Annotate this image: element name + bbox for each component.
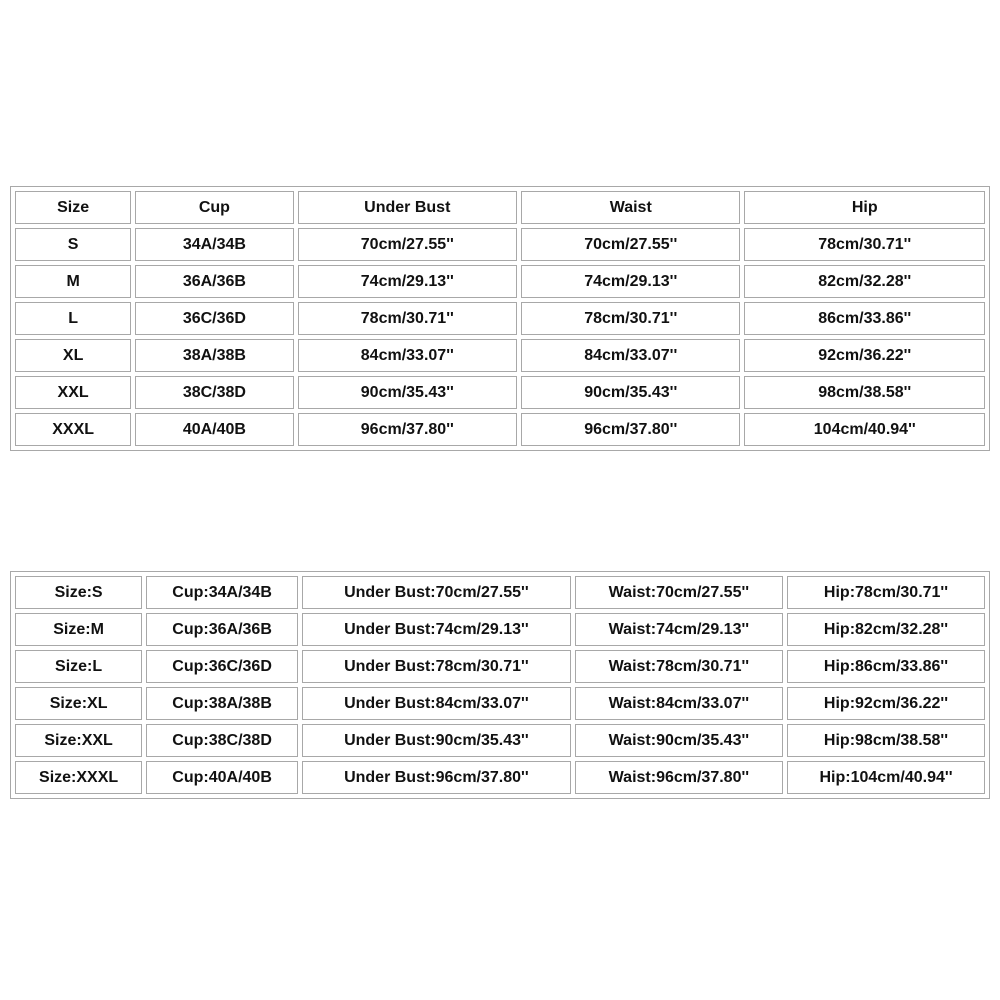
table-header-row xyxy=(15,191,985,224)
cell-size: Size:M xyxy=(15,613,142,646)
cell-hip: Hip:86cm/33.86'' xyxy=(787,650,985,683)
cell-hip: 86cm/33.86'' xyxy=(744,302,985,335)
cell-cup: 36A/36B xyxy=(135,265,293,298)
table-row xyxy=(15,339,985,372)
cell-hip: 98cm/38.58'' xyxy=(744,376,985,409)
cell-cup: Cup:38C/38D xyxy=(146,724,298,757)
cell-cup: Cup:34A/34B xyxy=(146,576,298,609)
cell-cup: 40A/40B xyxy=(135,413,293,446)
cell-size: M xyxy=(15,265,131,298)
cell-waist: Waist:90cm/35.43'' xyxy=(575,724,783,757)
cell-waist: 70cm/27.55'' xyxy=(521,228,740,261)
cell-waist: Waist:78cm/30.71'' xyxy=(575,650,783,683)
cell-under-bust: Under Bust:84cm/33.07'' xyxy=(302,687,571,720)
cell-under-bust: Under Bust:74cm/29.13'' xyxy=(302,613,571,646)
table-row xyxy=(15,413,985,446)
table-row xyxy=(15,228,985,261)
table-row xyxy=(15,650,985,683)
table-row xyxy=(15,724,985,757)
table-row xyxy=(15,302,985,335)
cell-under-bust: Under Bust:78cm/30.71'' xyxy=(302,650,571,683)
cell-waist: Waist:96cm/37.80'' xyxy=(575,761,783,794)
cell-size: L xyxy=(15,302,131,335)
cell-size: Size:XXXL xyxy=(15,761,142,794)
cell-size: XL xyxy=(15,339,131,372)
cell-cup: 34A/34B xyxy=(135,228,293,261)
cell-hip: 78cm/30.71'' xyxy=(744,228,985,261)
cell-cup: Cup:40A/40B xyxy=(146,761,298,794)
cell-under-bust: 84cm/33.07'' xyxy=(298,339,517,372)
cell-size: Size:S xyxy=(15,576,142,609)
cell-size: XXL xyxy=(15,376,131,409)
table-row xyxy=(15,376,985,409)
cell-cup: 36C/36D xyxy=(135,302,293,335)
table-row xyxy=(15,576,985,609)
cell-size: S xyxy=(15,228,131,261)
cell-under-bust: Under Bust:90cm/35.43'' xyxy=(302,724,571,757)
cell-waist: 74cm/29.13'' xyxy=(521,265,740,298)
cell-waist: Waist:84cm/33.07'' xyxy=(575,687,783,720)
cell-size: Size:XL xyxy=(15,687,142,720)
cell-hip: Hip:78cm/30.71'' xyxy=(787,576,985,609)
cell-waist: Waist:70cm/27.55'' xyxy=(575,576,783,609)
cell-size: Size:XXL xyxy=(15,724,142,757)
cell-waist: 90cm/35.43'' xyxy=(521,376,740,409)
cell-hip: Hip:104cm/40.94'' xyxy=(787,761,985,794)
cell-cup: Cup:36A/36B xyxy=(146,613,298,646)
cell-size: XXXL xyxy=(15,413,131,446)
cell-waist: Waist:74cm/29.13'' xyxy=(575,613,783,646)
cell-waist: 84cm/33.07'' xyxy=(521,339,740,372)
size-chart-labeled-table xyxy=(10,571,990,799)
cell-hip: Hip:82cm/32.28'' xyxy=(787,613,985,646)
cell-under-bust: 90cm/35.43'' xyxy=(298,376,517,409)
cell-under-bust: 74cm/29.13'' xyxy=(298,265,517,298)
header-hip: Hip xyxy=(744,191,985,224)
table-row xyxy=(15,265,985,298)
cell-waist: 96cm/37.80'' xyxy=(521,413,740,446)
cell-under-bust: 70cm/27.55'' xyxy=(298,228,517,261)
cell-cup: 38A/38B xyxy=(135,339,293,372)
cell-waist: 78cm/30.71'' xyxy=(521,302,740,335)
size-chart-table xyxy=(10,186,990,451)
header-under-bust: Under Bust xyxy=(298,191,517,224)
cell-under-bust: 96cm/37.80'' xyxy=(298,413,517,446)
cell-cup: Cup:38A/38B xyxy=(146,687,298,720)
header-waist: Waist xyxy=(521,191,740,224)
cell-hip: 104cm/40.94'' xyxy=(744,413,985,446)
cell-under-bust: Under Bust:96cm/37.80'' xyxy=(302,761,571,794)
cell-hip: 92cm/36.22'' xyxy=(744,339,985,372)
cell-hip: 82cm/32.28'' xyxy=(744,265,985,298)
cell-under-bust: Under Bust:70cm/27.55'' xyxy=(302,576,571,609)
cell-cup: Cup:36C/36D xyxy=(146,650,298,683)
cell-hip: Hip:92cm/36.22'' xyxy=(787,687,985,720)
cell-size: Size:L xyxy=(15,650,142,683)
table-row xyxy=(15,761,985,794)
table-row xyxy=(15,613,985,646)
header-size: Size xyxy=(15,191,131,224)
cell-under-bust: 78cm/30.71'' xyxy=(298,302,517,335)
table-row xyxy=(15,687,985,720)
cell-cup: 38C/38D xyxy=(135,376,293,409)
header-cup: Cup xyxy=(135,191,293,224)
cell-hip: Hip:98cm/38.58'' xyxy=(787,724,985,757)
